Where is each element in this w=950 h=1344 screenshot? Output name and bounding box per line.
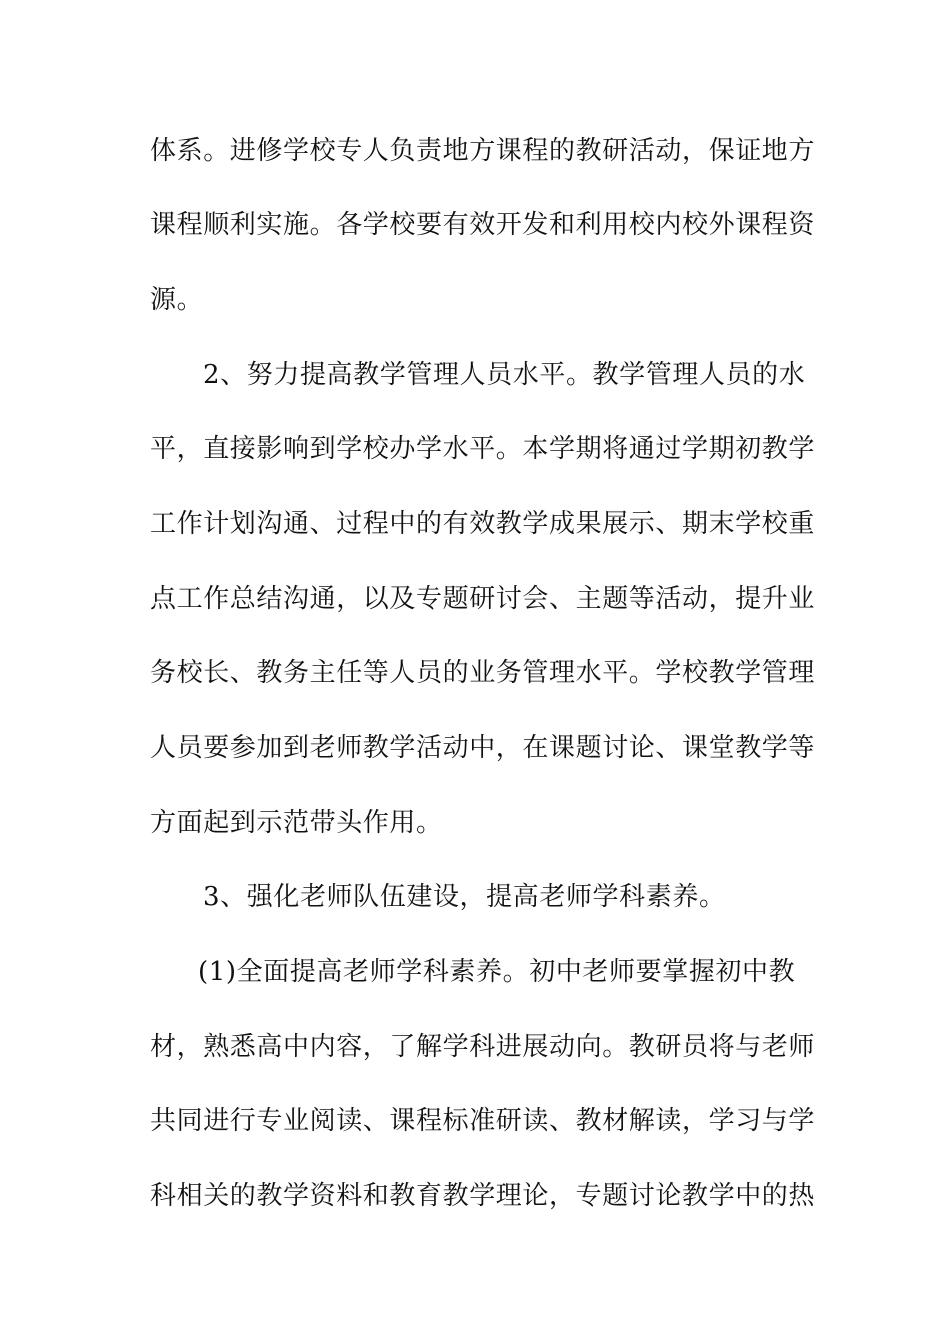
text-line: 平，直接影响到学校办学水平。本学期将通过学期初教学	[150, 434, 816, 464]
text-line: 源。	[150, 285, 204, 315]
text-line: 课程顺利实施。各学校要有效开发和利用校内校外课程资	[150, 210, 816, 240]
text-line: 体系。进修学校专人负责地方课程的教研活动，保证地方	[150, 136, 816, 166]
text-line: 点工作总结沟通，以及专题研讨会、主题等活动，提升业	[150, 584, 816, 614]
paragraph-heading: 3、强化老师队伍建设，提高老师学科素养。	[203, 882, 726, 912]
text-line: 材，熟悉高中内容，了解学科进展动向。教研员将与老师	[150, 1032, 816, 1062]
text-line: 方面起到示范带头作用。	[150, 808, 443, 838]
text-line: 科相关的教学资料和教育教学理论，专题讨论教学中的热	[150, 1181, 816, 1211]
text-line: 工作计划沟通、过程中的有效教学成果展示、期末学校重	[150, 509, 816, 539]
text-line: 务校长、教务主任等人员的业务管理水平。学校教学管理	[150, 658, 816, 688]
paragraph-heading: 2、努力提高教学管理人员水平。教学管理人员的水	[203, 360, 806, 390]
subparagraph-heading: (1)全面提高老师学科素养。初中老师要掌握初中教	[198, 957, 796, 987]
text-line: 人员要参加到老师教学活动中，在课题讨论、课堂教学等	[150, 733, 816, 763]
text-line: 共同进行专业阅读、课程标准研读、教材解读，学习与学	[150, 1106, 816, 1136]
